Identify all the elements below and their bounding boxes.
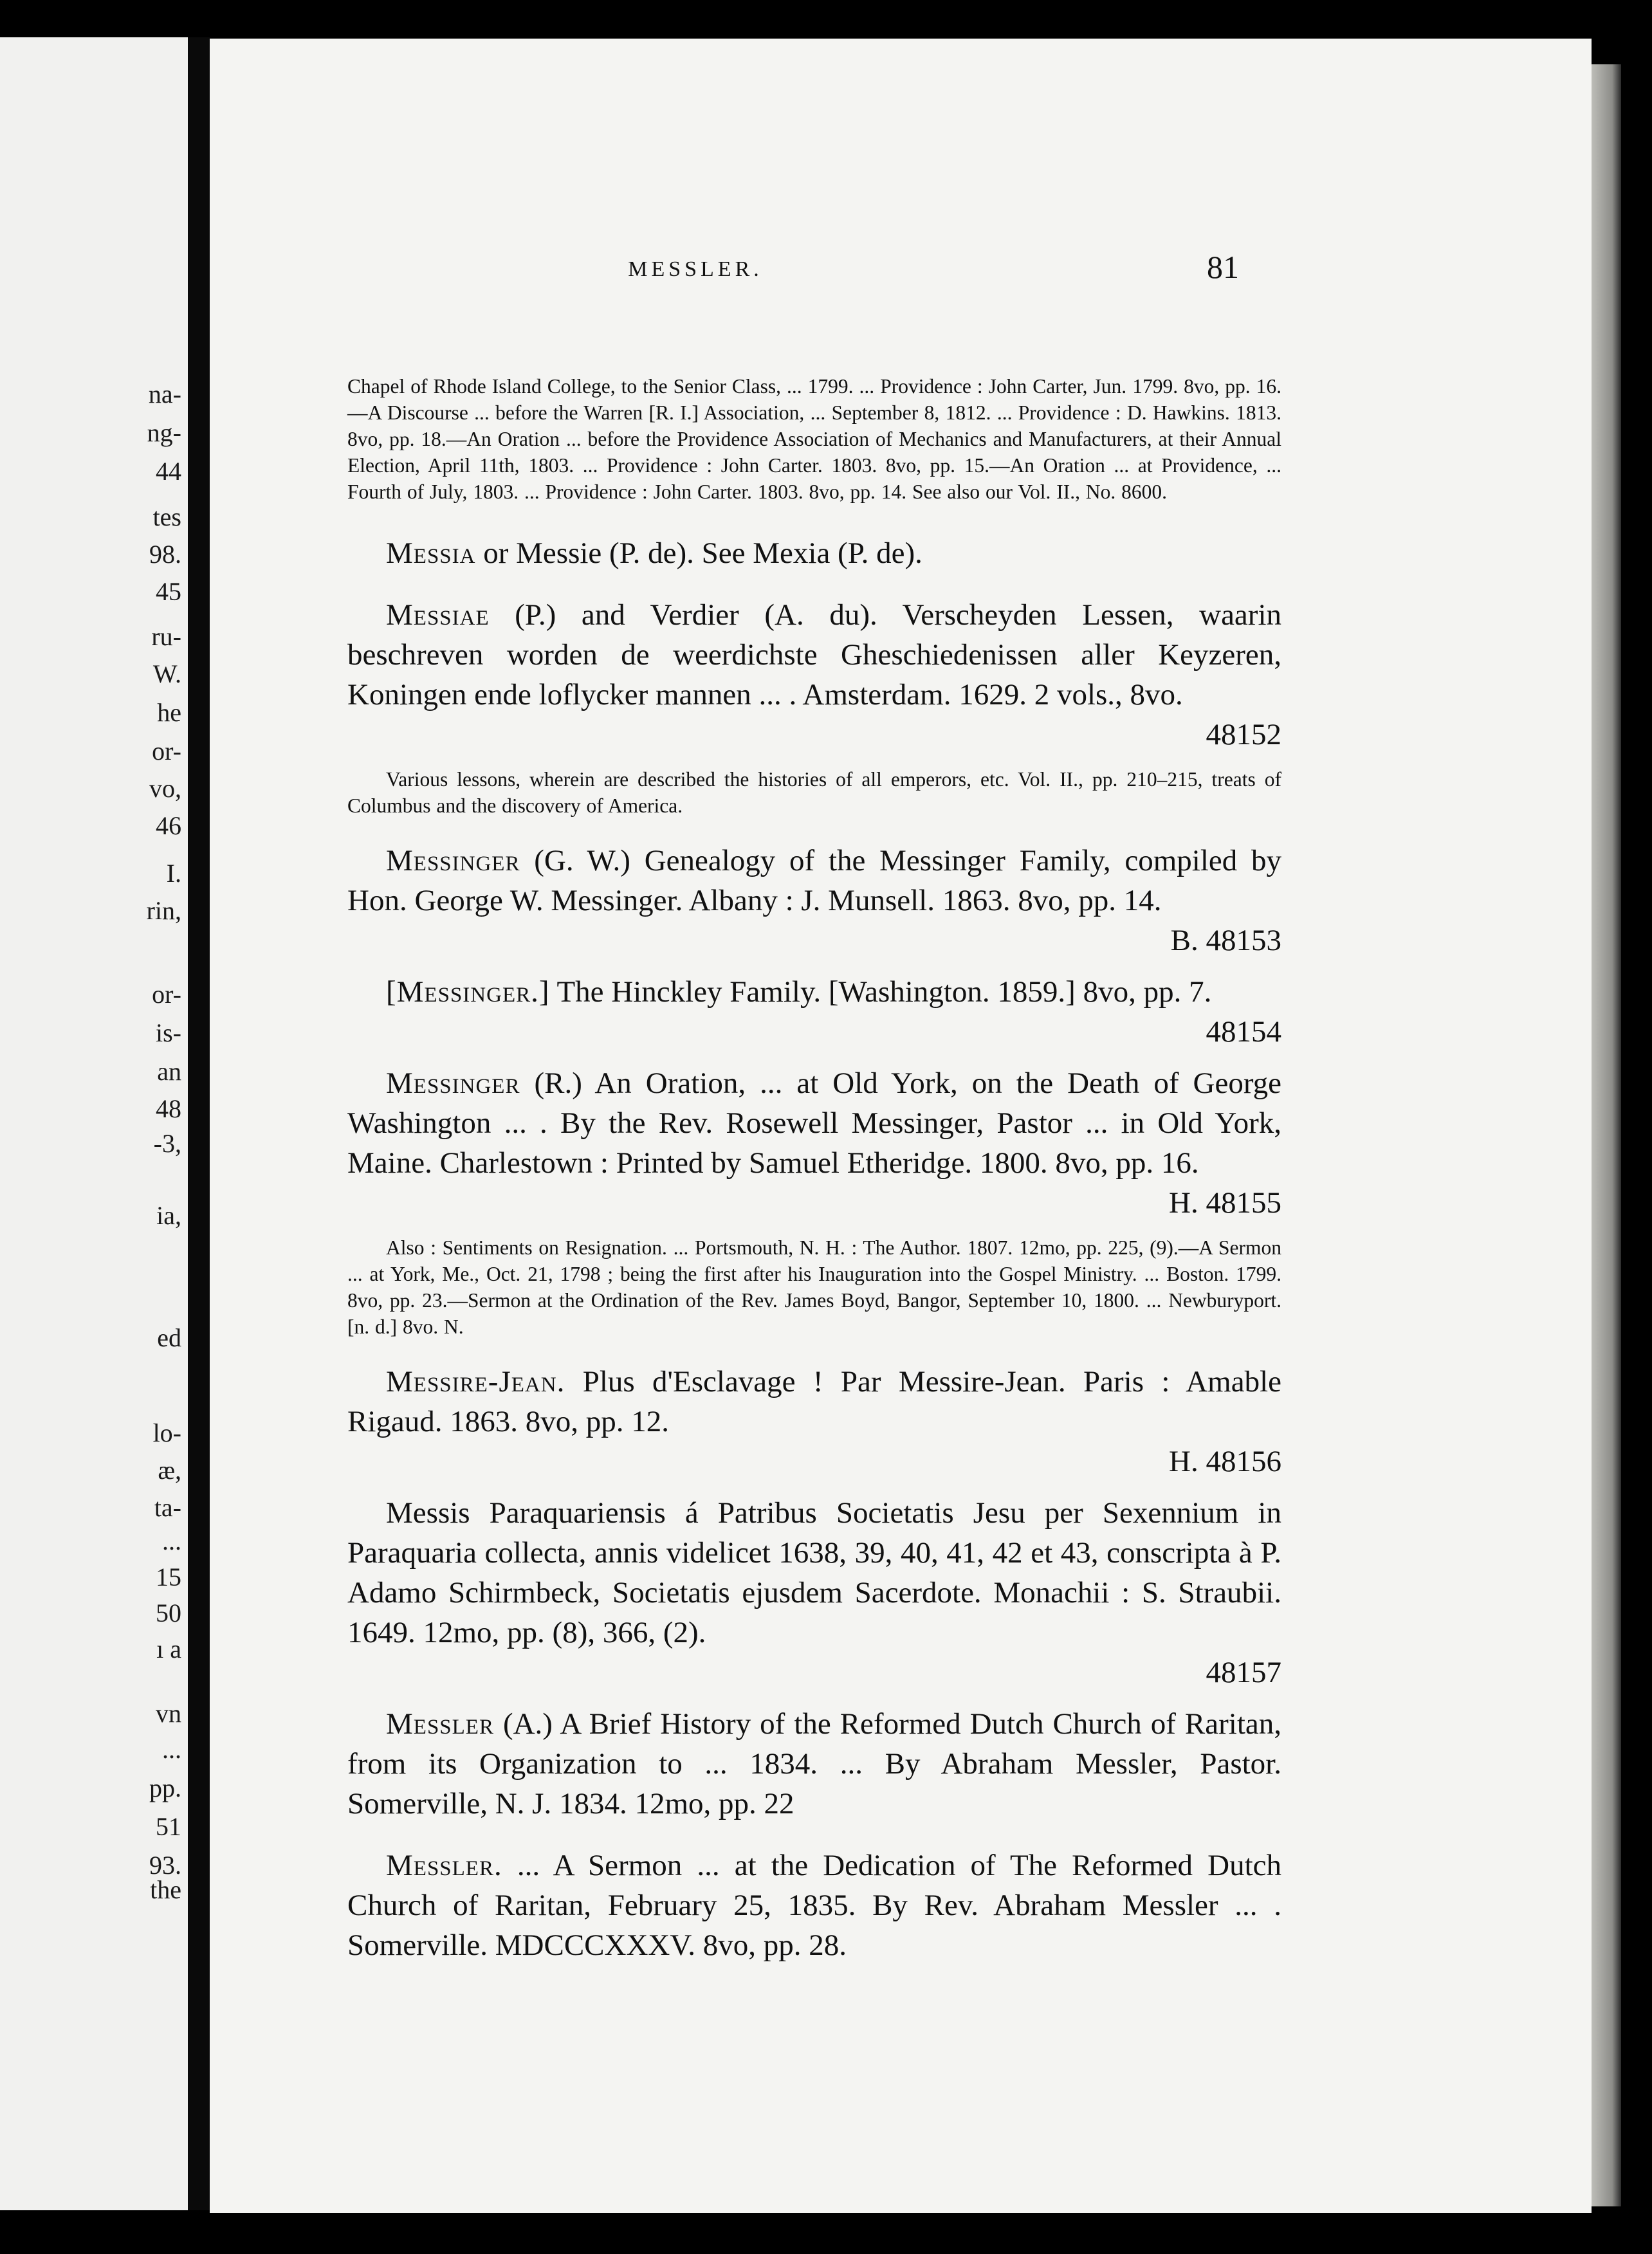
entry-text: (A.) A Brief History of the Reformed Dutch Church of Raritan, from its Organization to ... 1834. ... By Abraham Messler, Pastor. Somerville, N. J. 1834. 12mo, pp. 22 (347, 1707, 1281, 1820)
entry-name: [Messinger.] (386, 975, 550, 1009)
entry-text: Plus d'Esclavage ! Par Messire-Jean. Paris : Amable Rigaud. 1863. 8vo, pp. 12. (347, 1365, 1281, 1438)
prev-text: ng- (147, 418, 181, 447)
catalog-entry (347, 1063, 1281, 1183)
entry-text: (G. W.) Genealogy of the Messinger Family, compiled by Hon. George W. Messinger. Albany : J. Munsell. 1863. 8vo, pp. 14. (347, 844, 1281, 917)
entry-note: Also : Sentiments on Resignation. ... Portsmouth, N. H. : The Author. 1807. 12mo, pp. 225, (9).—A Sermon ... at York, Me., Oct. 21, 1798 ; being the first after his Inauguration into the Gospel Ministry. ... Boston. 1799. 8vo, pp. 23.—Sermon at the Ordination of the Rev. James Boyd, Bangor, September 10, 1800. ... Newburyport. [n. d.] 8vo. N. (347, 1236, 1281, 1338)
prev-text: ru- (151, 622, 181, 651)
prev-text: ... (162, 1526, 181, 1555)
entry-note: Various lessons, wherein are described the histories of all emperors, etc. Vol. II., pp. 210–215, treats of Columbus and the discovery of America. (347, 768, 1281, 817)
entry-name: Messler. (386, 1849, 502, 1882)
prev-text: ı a (156, 1635, 181, 1663)
entry-text: or Messie (P. de). See Mexia (P. de). (483, 536, 922, 570)
entry-name: Messire-Jean. (386, 1365, 565, 1398)
entry-number: 48157 (1206, 1656, 1281, 1689)
catalog-entry (347, 1362, 1281, 1442)
entry-name: Messinger (386, 1067, 520, 1100)
entry-number: H. 48156 (1169, 1445, 1281, 1478)
prev-text: ... (162, 1735, 181, 1764)
prev-text: or- (152, 980, 181, 1009)
prev-text: ed (157, 1323, 181, 1352)
prev-text: 51 (156, 1812, 181, 1841)
catalog-entry (347, 1493, 1281, 1653)
prev-text: tes (152, 502, 181, 531)
page-edge (1592, 64, 1621, 2206)
prev-text: pp. (149, 1773, 181, 1802)
catalog-entry (347, 595, 1281, 715)
catalog-entry (347, 1704, 1281, 1824)
entry-name: Messiae (386, 598, 490, 632)
prev-text: the (150, 1875, 181, 1904)
book-page (210, 39, 1592, 2213)
book-gutter (188, 37, 210, 2210)
entry-text: (P.) and Verdier (A. du). Verscheyden Lessen, waarin beschreven worden de weerdichste Gheschiedenissen aller Keyzeren, Koningen ende loflycker mannen ... . Amsterdam. 1629. 2 vols., 8vo. (347, 598, 1282, 711)
prev-text: rin, (146, 896, 181, 925)
catalog-entry (347, 972, 1281, 1012)
page-content (347, 373, 1281, 1965)
prev-text: ta- (154, 1493, 181, 1522)
prev-text: na- (148, 380, 181, 408)
entry-text: Messis Paraquariensis á Patribus Societatis Jesu per Sexennium in Paraquaria collecta, annis videlicet 1638, 39, 40, 41, 42 et 43, conscripta à P. Adamo Schirmbeck, Societatis ejusdem Sacerdote. Monachii : S. Straubii. 1649. 12mo, pp. (8), 366, (2). (347, 1496, 1281, 1649)
previous-page-fragment (0, 37, 188, 2210)
prev-text: 15 (156, 1562, 181, 1591)
catalog-entry (347, 1846, 1281, 1965)
entry-text: ... A Sermon ... at the Dedication of The Reformed Dutch Church of Raritan, February 25, 1835. By Rev. Abraham Messler ... . Somerville. MDCCCXXXV. 8vo, pp. 28. (347, 1849, 1282, 1962)
prev-text: 48 (156, 1094, 181, 1123)
catalog-entry (347, 841, 1281, 921)
entry-text: The Hinckley Family. [Washington. 1859.] 8vo, pp. 7. (556, 975, 1212, 1009)
prev-text: 93. (149, 1851, 181, 1880)
entry-number: B. 48153 (1170, 924, 1281, 957)
prev-text: vo, (149, 774, 181, 803)
entry-number: 48154 (1206, 1015, 1281, 1049)
prev-text: ia, (156, 1201, 181, 1230)
prev-text: 50 (156, 1599, 181, 1627)
entry-text: (R.) An Oration, ... at Old York, on the Death of George Washington ... . By the Rev. Rosewell Messinger, Pastor ... in Old York, Maine. Charlestown : Printed by Samuel Etheridge. 1800. 8vo, pp. 16. (347, 1067, 1281, 1180)
entry-name: Messia (386, 536, 476, 570)
prev-text: I. (166, 859, 181, 888)
prev-text: or- (152, 737, 181, 765)
running-head: MESSLER. (628, 257, 763, 281)
prev-text: -3, (153, 1129, 181, 1158)
prev-text: an (157, 1057, 181, 1086)
prev-text: W. (152, 659, 181, 688)
entry-name: Messinger (386, 844, 520, 877)
prev-text: is- (156, 1018, 181, 1047)
page-number: 81 (1207, 249, 1239, 285)
prev-text: 45 (156, 577, 181, 606)
continued-note: Chapel of Rhode Island College, to the Senior Class, ... 1799. ... Providence : John Carter, Jun. 1799. 8vo, pp. 16.—A Discourse ... before the Warren [R. I.] Association, ... September 8, 1812. ... Providence : D. Hawkins. 1813. 8vo, pp. 18.—An Oration ... before the Providence Association of Mechanics and Manufacturers, at their Annual Election, April 11th, 1803. ... Providence : John Carter. 1803. 8vo, pp. 15.—An Oration ... at Providence, ... Fourth of July, 1803. ... Providence : John Carter. 1803. 8vo, pp. 14. See also our Vol. II., No. 8600. (347, 375, 1281, 503)
prev-text: 44 (156, 457, 181, 486)
prev-text: lo- (152, 1418, 181, 1447)
prev-text: 46 (156, 811, 181, 840)
prev-text: 98. (149, 540, 181, 569)
catalog-entry (347, 533, 1281, 573)
entry-name: Messler (386, 1707, 494, 1741)
prev-text: he (157, 698, 181, 727)
entry-number: 48152 (1206, 718, 1281, 751)
prev-text: æ, (158, 1456, 181, 1485)
entry-number: H. 48155 (1169, 1186, 1281, 1220)
prev-text: vn (156, 1699, 181, 1728)
